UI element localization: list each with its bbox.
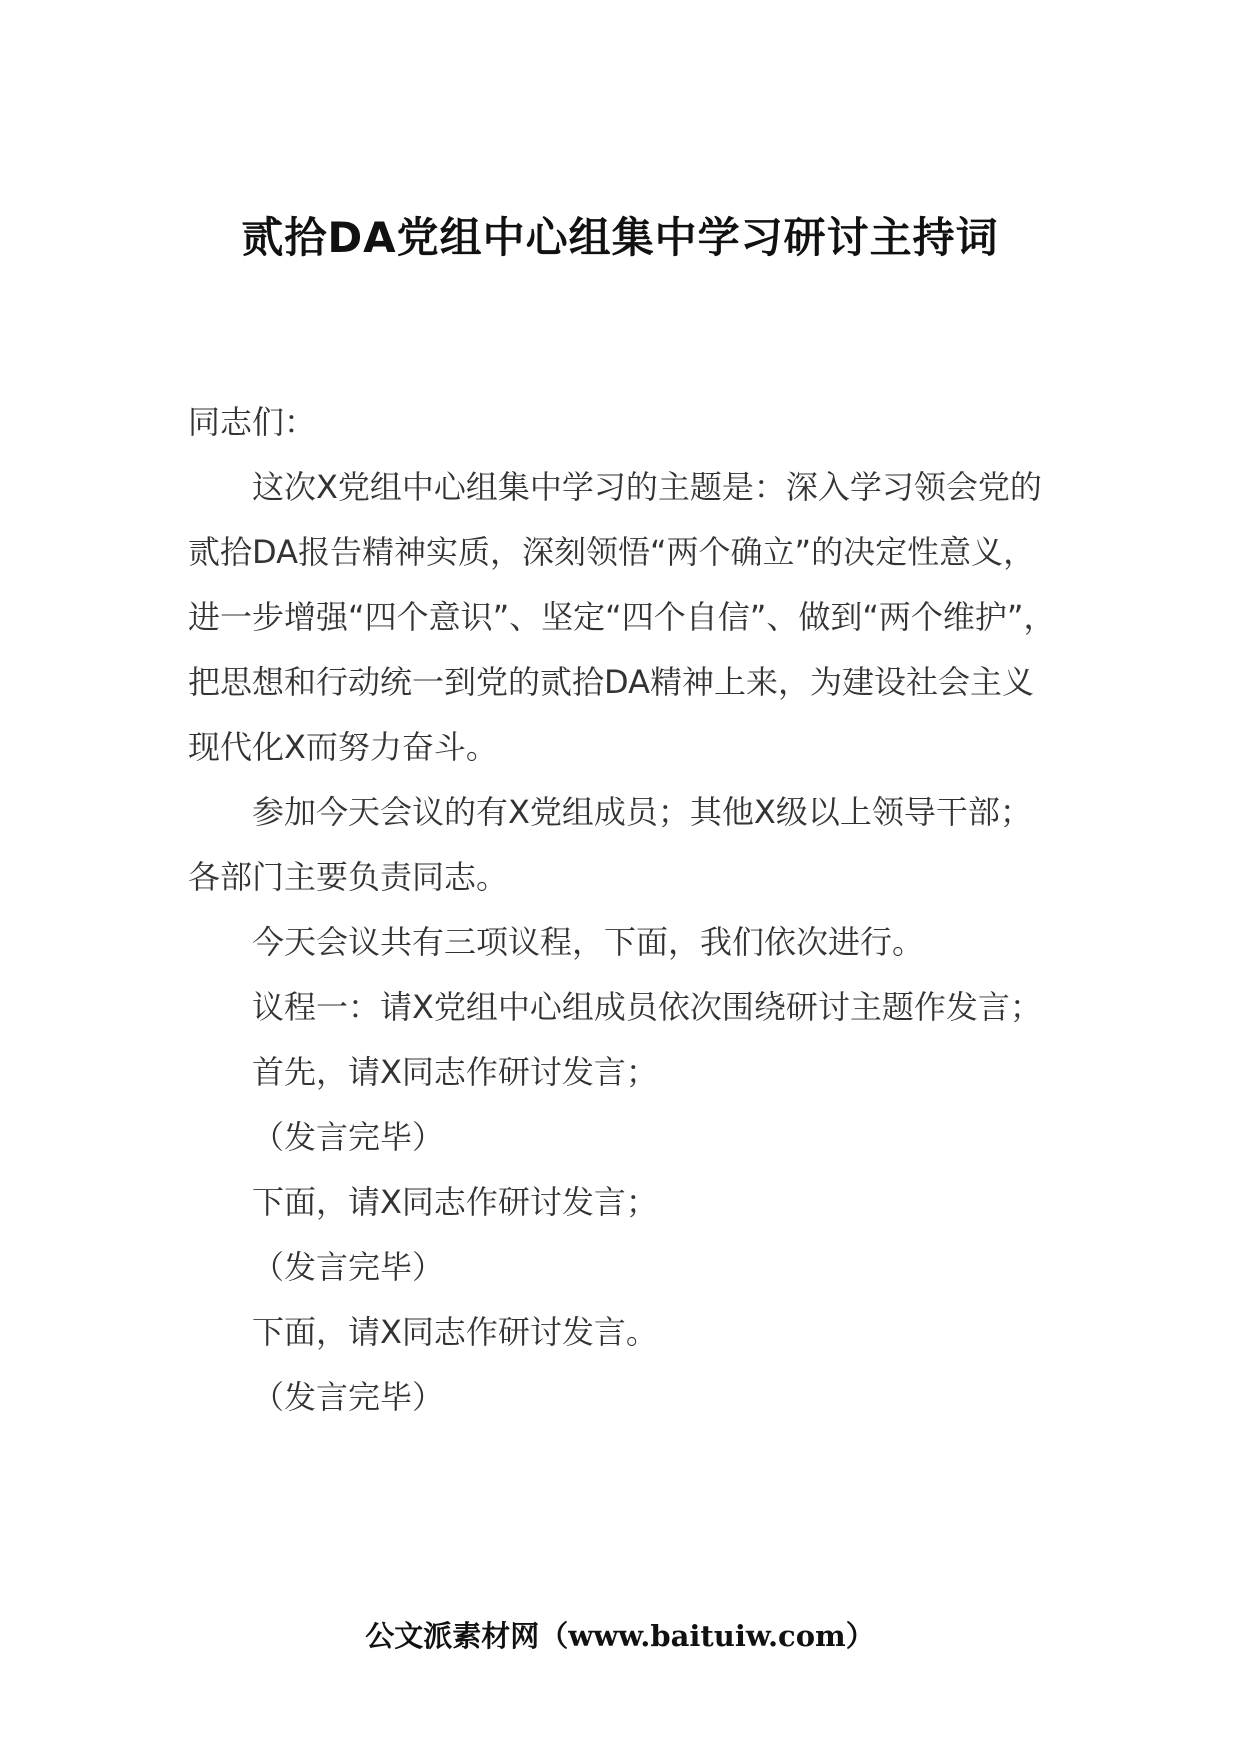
paragraph-attendees: 参加今天会议的有X党组成员；其他X级以上领导干部；各部门主要负责同志。: [188, 793, 1032, 896]
paragraph-speech-done-2: （发言完毕）: [252, 1248, 445, 1286]
paragraph-agenda-intro: 今天会议共有三项议程，下面，我们依次进行。: [252, 923, 925, 961]
paragraph-speech-done-1: （发言完毕）: [252, 1118, 445, 1156]
paragraph-speech-done-3: （发言完毕）: [252, 1378, 445, 1416]
footer-source: 公文派素材网（www.baituiw.com）: [365, 1619, 875, 1653]
document-title: 贰拾DA党组中心组集中学习研讨主持词: [241, 213, 999, 262]
paragraph-theme: 这次X党组中心组集中学习的主题是：深入学习领会党的贰拾DA报告精神实质，深刻领悟“两个确立”的决定性意义，进一步增强“四个意识”、坚定“四个自信”、做到“两个维护”，把思想和行动统一到党的贰拾DA精神上来，为建设社会主义现代化X而努力奋斗。: [188, 468, 1056, 766]
paragraph-speaker-3: 下面，请X同志作研讨发言。: [252, 1313, 658, 1351]
paragraph-agenda-item-1: 议程一：请X党组中心组成员依次围绕研讨主题作发言；: [252, 988, 1042, 1026]
paragraph-speaker-2: 下面，请X同志作研讨发言；: [252, 1183, 658, 1221]
document-body: [188, 390, 1058, 1430]
paragraph-speaker-1: 首先，请X同志作研讨发言；: [252, 1053, 658, 1091]
salutation: 同志们：: [188, 403, 317, 441]
